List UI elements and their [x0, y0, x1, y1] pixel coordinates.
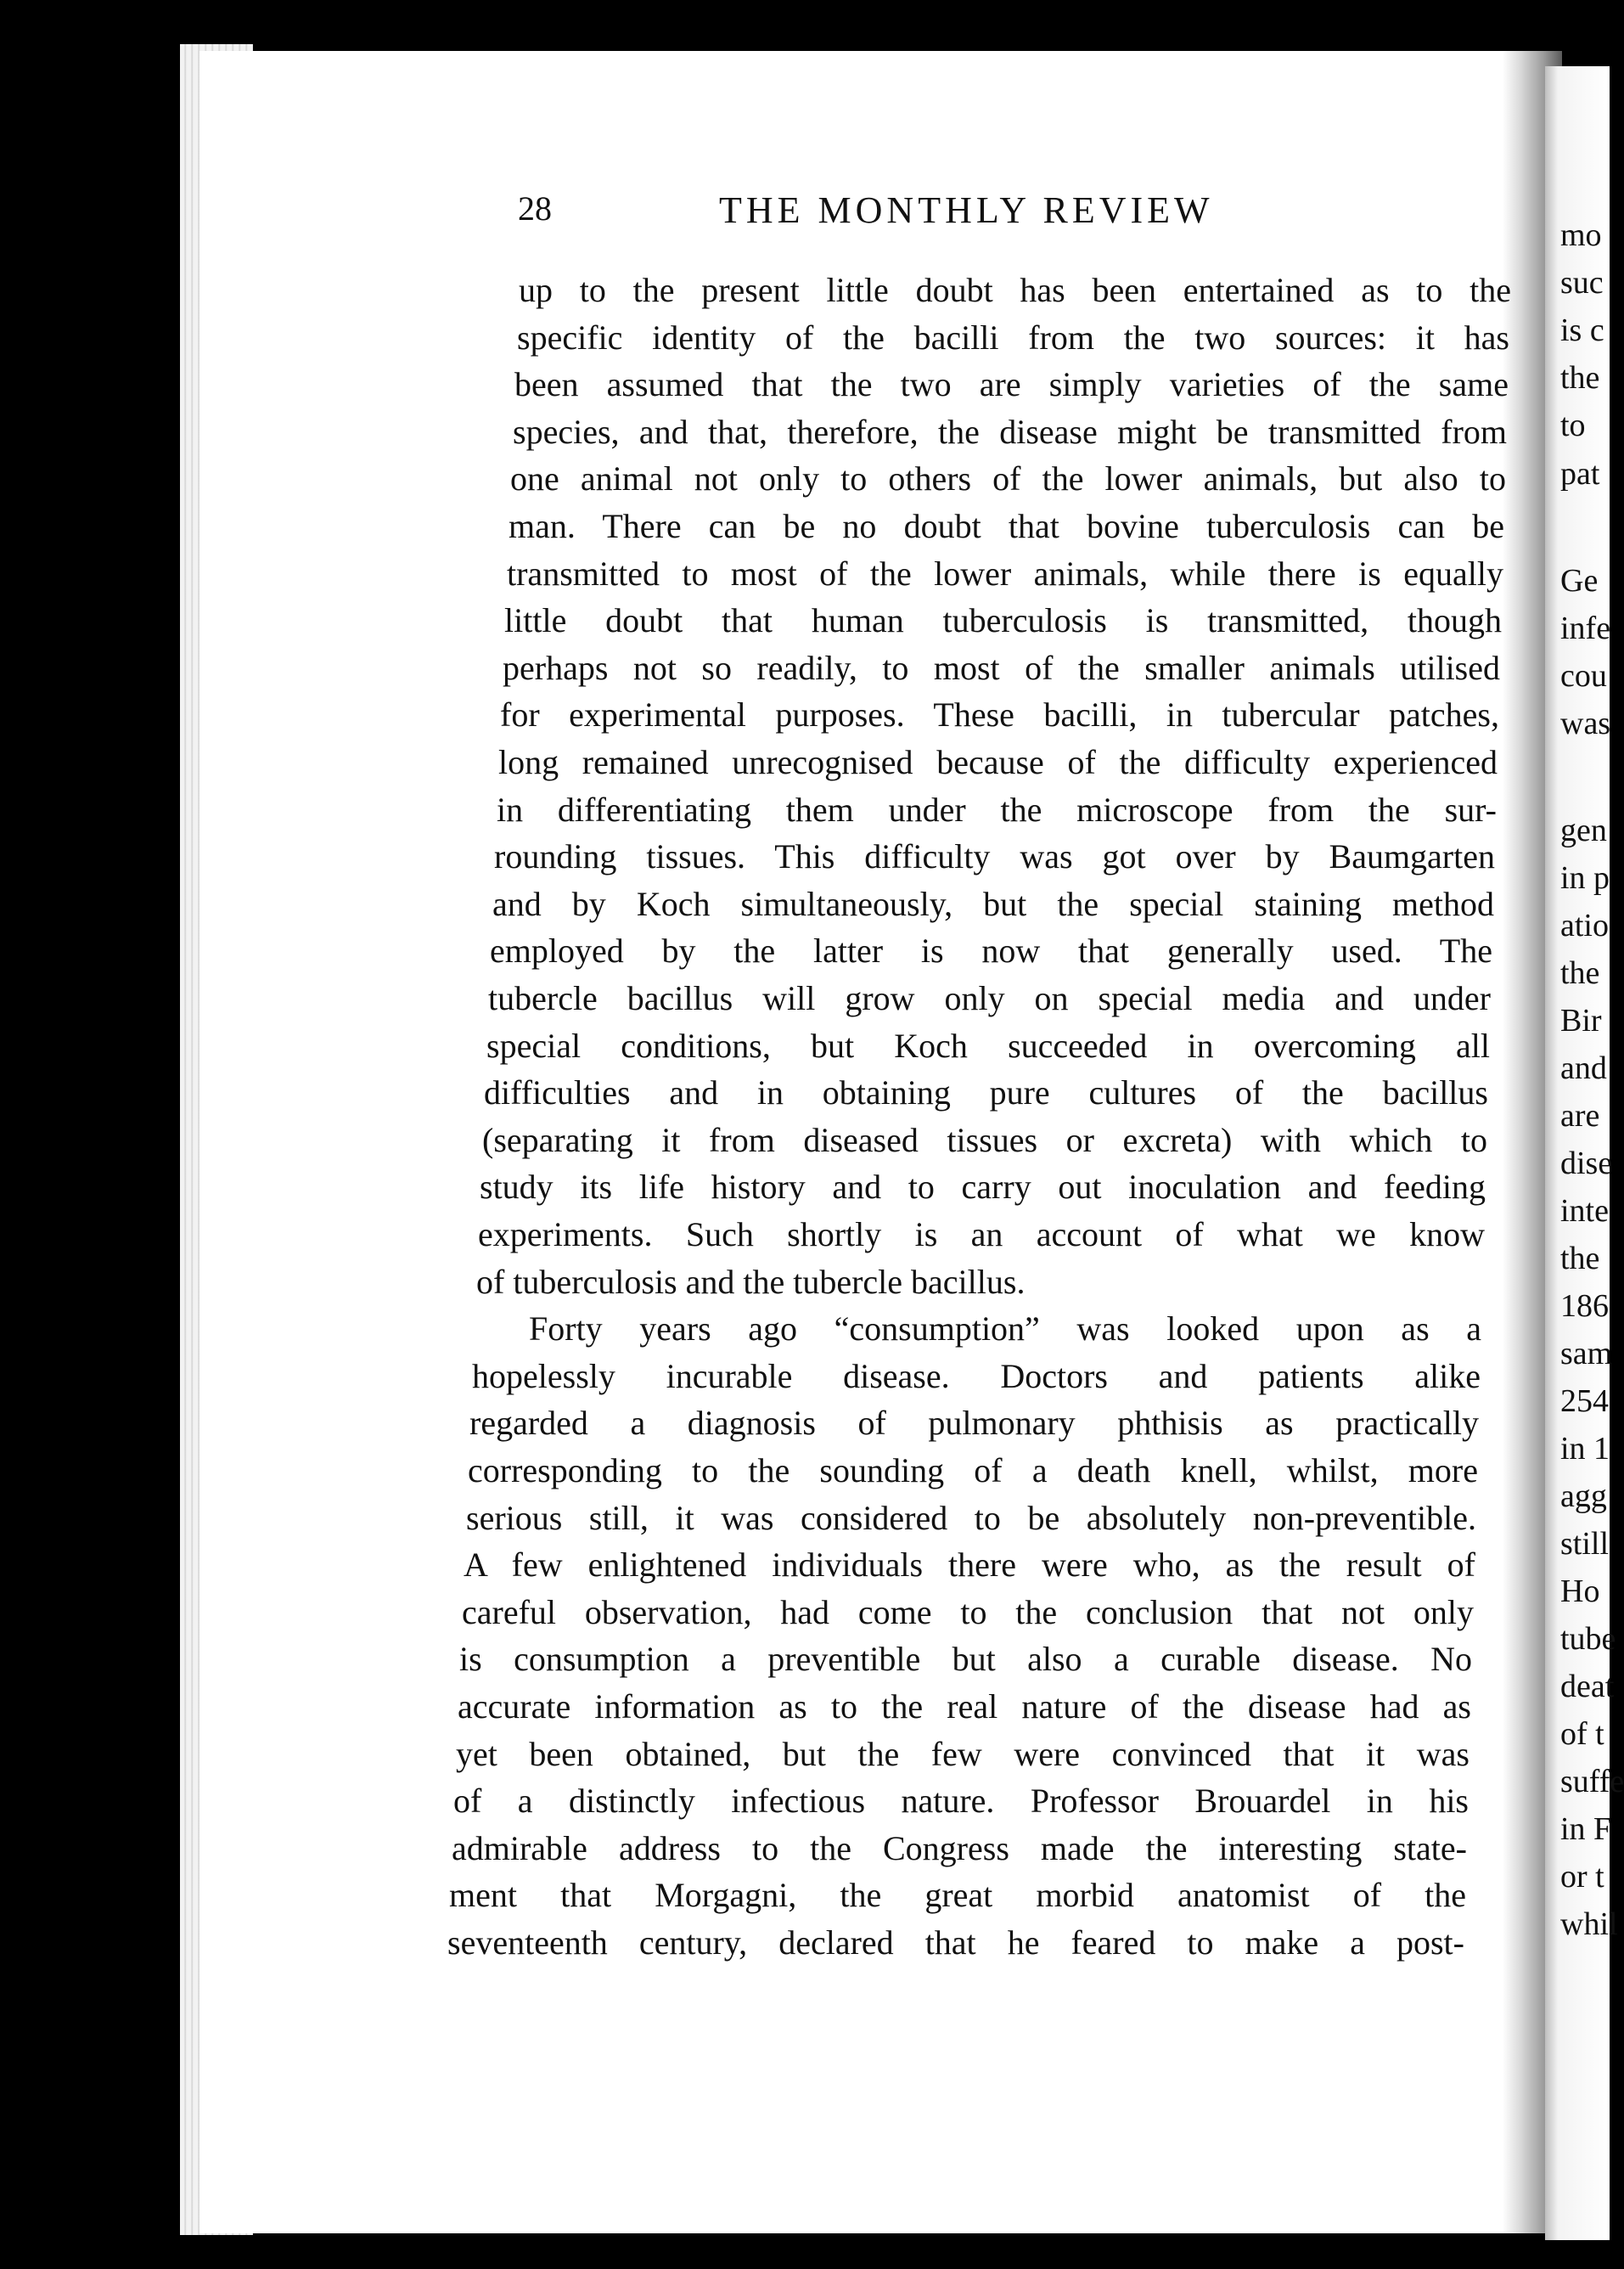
facing-page-fragment: suc [1560, 265, 1604, 301]
text-line: man. There can be no doubt that bovine tuberculosis can be [509, 507, 1504, 545]
facing-page-fragment: tube [1560, 1621, 1616, 1657]
page-number: 28 [518, 189, 552, 228]
facing-page-fragment: in 1 [1560, 1431, 1610, 1467]
text-line: yet been obtained, but the few were convinced that it was [456, 1735, 1469, 1773]
text-line: study its life history and to carry out inoculation and feeding [480, 1168, 1486, 1206]
text-line: in differentiating them under the microscope from the sur- [497, 791, 1497, 829]
text-line: for experimental purposes. These bacilli, in tubercular patches, [500, 695, 1499, 734]
text-line: seventeenth century, declared that he feared to make a post- [447, 1923, 1464, 1962]
facing-page-fragment: Bir [1560, 1003, 1602, 1039]
facing-page-fragment: agg [1560, 1478, 1607, 1514]
facing-page-fragment: still [1560, 1526, 1610, 1562]
facing-page-fragment: in p [1560, 860, 1610, 896]
text-line: been assumed that the two are simply varieties of the same [514, 365, 1509, 403]
facing-page-fragment: mo [1560, 217, 1602, 253]
text-line: difficulties and in obtaining pure cultures of the bacillus [484, 1073, 1488, 1112]
text-line: admirable address to the Congress made the interesting state- [452, 1829, 1467, 1867]
facing-page-fragment: dise [1560, 1146, 1613, 1181]
facing-page-fragment: Ge [1560, 563, 1599, 599]
text-line: long remained unrecognised because of the difficulty experienced [498, 743, 1498, 781]
text-line: perhaps not so readily, to most of the smaller animals utilised [503, 649, 1500, 687]
text-line: tubercle bacillus will grow only on special media and under [488, 979, 1491, 1017]
facing-page-fragment: was [1560, 706, 1611, 741]
facing-page-fragment: suffe [1560, 1764, 1624, 1799]
facing-page-fragment: sam [1560, 1336, 1613, 1371]
text-line: ment that Morgagni, the great morbid anatomist of the [449, 1876, 1466, 1914]
text-line: of a distinctly infectious nature. Professor Brouardel in his [453, 1782, 1469, 1820]
text-line: little doubt that human tuberculosis is transmitted, though [504, 601, 1502, 639]
text-line: accurate information as to the real nature of the disease had as [458, 1687, 1471, 1726]
facing-page-fragment: inte [1560, 1193, 1609, 1229]
text-line: transmitted to most of the lower animals, while there is equally [507, 555, 1503, 593]
facing-page-fragment: deat [1560, 1669, 1615, 1704]
facing-page-fragment: Ho [1560, 1574, 1600, 1609]
facing-page-fragment: pat [1560, 456, 1600, 492]
facing-page-fragment: in F [1560, 1811, 1612, 1847]
facing-page-fragment: are [1560, 1098, 1600, 1134]
facing-page-fragment: and [1560, 1050, 1607, 1086]
facing-page-fragment: infe [1560, 611, 1611, 646]
facing-page-fragment: the [1560, 360, 1600, 396]
text-line: regarded a diagnosis of pulmonary phthisis as practically [469, 1404, 1479, 1442]
text-line: serious still, it was considered to be absolutely non-preventible. [466, 1499, 1476, 1537]
text-line: of tuberculosis and the tubercle bacillus. [476, 1263, 1026, 1301]
text-line: (separating it from diseased tissues or excreta) with which to [482, 1121, 1487, 1159]
facing-page-fragment: the [1560, 955, 1600, 991]
facing-page-fragment: atio [1560, 908, 1609, 943]
facing-page-fragment: cou [1560, 658, 1607, 694]
text-line: A few enlightened individuals there were who, as the result of [464, 1546, 1475, 1584]
facing-page-fragment: gen [1560, 813, 1607, 848]
text-line: experiments. Such shortly is an account of what we know [478, 1215, 1485, 1253]
text-line: up to the present little doubt has been entertained as to the [519, 271, 1511, 309]
facing-page-fragment: 186 [1560, 1288, 1609, 1324]
text-line: rounding tissues. This difficulty was got over by Baumgarten [494, 837, 1495, 876]
text-line: is consumption a preventible but also a curable disease. No [459, 1640, 1472, 1678]
facing-page-fragment: is c [1560, 312, 1604, 348]
text-line: Forty years ago “consumption” was looked upon as a [529, 1309, 1481, 1348]
facing-page-fragment: to [1560, 408, 1586, 443]
text-line: special conditions, but Koch succeeded in overcoming all [486, 1027, 1490, 1065]
text-line: and by Koch simultaneously, but the special staining method [492, 885, 1494, 923]
text-line: corresponding to the sounding of a death knell, whilst, more [468, 1451, 1478, 1489]
running-head: THE MONTHLY REVIEW [719, 189, 1214, 231]
text-line: species, and that, therefore, the disease might be transmitted from [513, 413, 1507, 451]
facing-page-fragment: the [1560, 1241, 1600, 1276]
facing-page-fragment: 254 [1560, 1383, 1609, 1419]
facing-page-fragment: or t [1560, 1859, 1604, 1895]
facing-page-fragment: of t [1560, 1716, 1604, 1752]
text-line: careful observation, had come to the conclusion that not only [462, 1593, 1474, 1631]
text-line: one animal not only to others of the lower animals, but also to [510, 459, 1506, 498]
text-line: employed by the latter is now that generally used. The [490, 932, 1492, 970]
facing-page-fragment: whil [1560, 1906, 1618, 1942]
text-line: hopelessly incurable disease. Doctors and patients alike [472, 1357, 1481, 1395]
text-line: specific identity of the bacilli from the two sources: it has [517, 318, 1509, 357]
